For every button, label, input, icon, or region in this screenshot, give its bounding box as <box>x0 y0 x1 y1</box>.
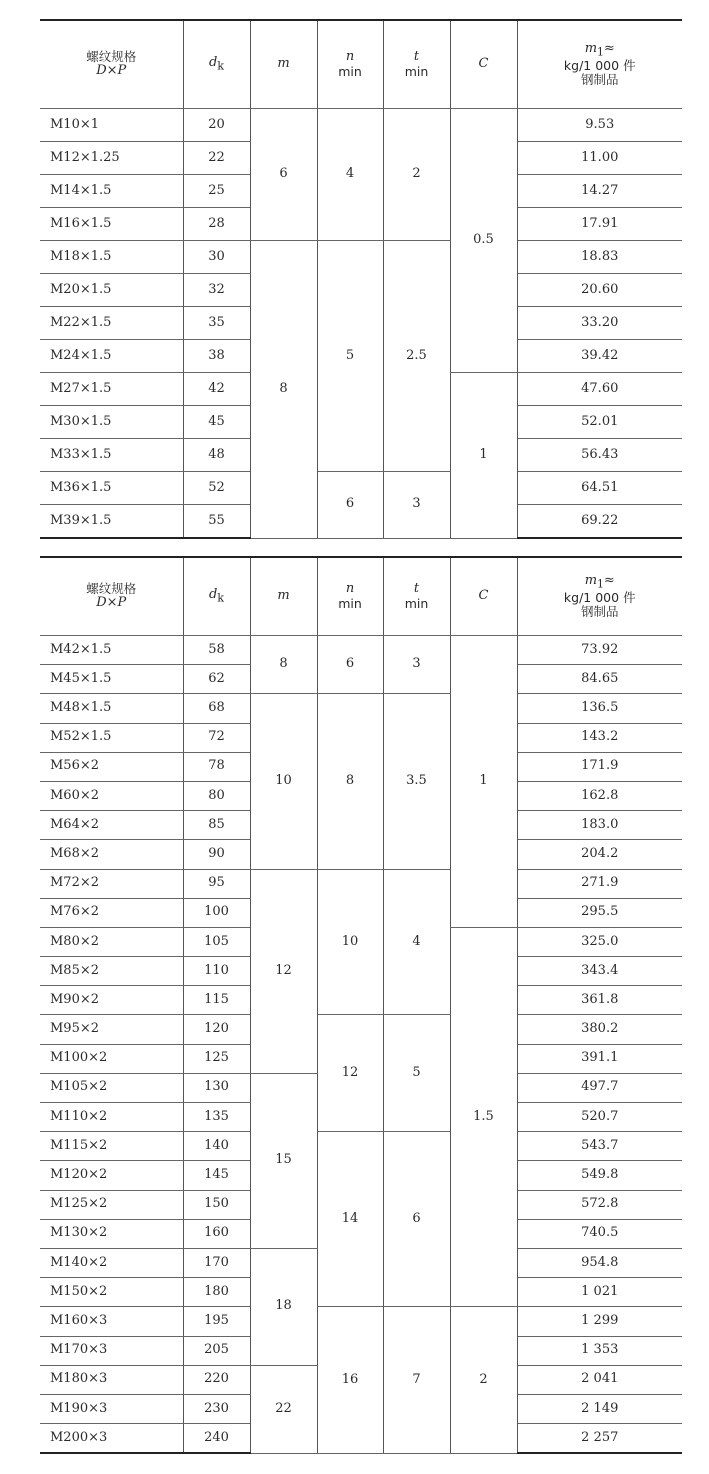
header-n-symbol: n <box>345 580 355 596</box>
cell-mass: 954.8 <box>517 1248 682 1277</box>
cell-mass: 572.8 <box>517 1190 682 1219</box>
header-spec <box>40 20 183 109</box>
cell-mass: 18.83 <box>517 241 682 274</box>
cell-dk: 115 <box>183 986 250 1015</box>
cell-thread-spec: M80×2 <box>40 927 183 956</box>
cell-mass: 136.5 <box>517 694 682 723</box>
header-dk <box>183 20 250 109</box>
cell-mass: 84.65 <box>517 665 682 694</box>
cell-mass: 39.42 <box>517 340 682 373</box>
header-t <box>383 20 450 109</box>
header-c <box>450 20 517 109</box>
cell-t-group: 3 <box>383 472 450 539</box>
cell-thread-spec: M150×2 <box>40 1278 183 1307</box>
cell-c-group: 1.5 <box>450 927 517 1306</box>
header-mass-approx: ≈ <box>603 572 615 588</box>
cell-c-group: 0.5 <box>450 109 517 373</box>
cell-dk: 48 <box>183 439 250 472</box>
cell-dk: 150 <box>183 1190 250 1219</box>
cell-dk: 20 <box>183 109 250 142</box>
cell-dk: 45 <box>183 406 250 439</box>
cell-thread-spec: M22×1.5 <box>40 307 183 340</box>
table-header-row <box>40 557 682 636</box>
cell-thread-spec: M20×1.5 <box>40 274 183 307</box>
cell-dk: 55 <box>183 505 250 539</box>
cell-thread-spec: M52×1.5 <box>40 723 183 752</box>
cell-t-group: 7 <box>383 1307 450 1453</box>
cell-mass: 183.0 <box>517 811 682 840</box>
header-t-min: min <box>404 63 429 79</box>
table-row <box>40 1132 682 1161</box>
cell-mass: 2 149 <box>517 1394 682 1423</box>
cell-dk: 125 <box>183 1044 250 1073</box>
header-n-symbol: n <box>345 48 355 64</box>
cell-thread-spec: M33×1.5 <box>40 439 183 472</box>
cell-dk: 100 <box>183 898 250 927</box>
cell-thread-spec: M100×2 <box>40 1044 183 1073</box>
cell-thread-spec: M12×1.25 <box>40 142 183 175</box>
cell-thread-spec: M60×2 <box>40 781 183 810</box>
cell-mass: 14.27 <box>517 175 682 208</box>
cell-dk: 35 <box>183 307 250 340</box>
cell-mass: 47.60 <box>517 373 682 406</box>
cell-dk: 180 <box>183 1278 250 1307</box>
header-dk <box>183 557 250 636</box>
table-row <box>40 472 682 505</box>
header-c-symbol: C <box>478 56 489 72</box>
header-t <box>383 557 450 636</box>
cell-n-group: 6 <box>317 636 383 694</box>
cell-c-group: 1 <box>450 636 517 928</box>
cell-mass: 171.9 <box>517 752 682 781</box>
header-m-symbol: m <box>277 588 290 604</box>
cell-mass: 391.1 <box>517 1044 682 1073</box>
cell-mass: 740.5 <box>517 1219 682 1248</box>
header-spec-label: 螺纹规格 <box>86 48 137 64</box>
cell-m-group: 8 <box>250 241 317 539</box>
header-m <box>250 20 317 109</box>
cell-mass: 325.0 <box>517 927 682 956</box>
cell-thread-spec: M160×3 <box>40 1307 183 1336</box>
cell-dk: 38 <box>183 340 250 373</box>
cell-dk: 95 <box>183 869 250 898</box>
cell-mass: 1 353 <box>517 1336 682 1365</box>
cell-dk: 58 <box>183 636 250 665</box>
cell-thread-spec: M140×2 <box>40 1248 183 1277</box>
cell-thread-spec: M110×2 <box>40 1103 183 1132</box>
cell-dk: 80 <box>183 781 250 810</box>
cell-mass: 497.7 <box>517 1073 682 1102</box>
cell-dk: 195 <box>183 1307 250 1336</box>
header-mass-subscript: 1 <box>597 45 604 59</box>
header-t-min: min <box>404 595 429 611</box>
cell-dk: 110 <box>183 957 250 986</box>
header-mass-subscript: 1 <box>597 577 604 591</box>
table-row <box>40 1015 682 1044</box>
cell-mass: 143.2 <box>517 723 682 752</box>
cell-thread-spec: M56×2 <box>40 752 183 781</box>
cell-dk: 170 <box>183 1248 250 1277</box>
cell-thread-spec: M10×1 <box>40 109 183 142</box>
cell-dk: 22 <box>183 142 250 175</box>
cell-t-group: 2.5 <box>383 241 450 472</box>
header-spec-label: 螺纹规格 <box>86 580 137 596</box>
thread-spec-table-1 <box>40 19 682 539</box>
cell-t-group: 2 <box>383 109 450 241</box>
cell-thread-spec: M115×2 <box>40 1132 183 1161</box>
cell-t-group: 3 <box>383 636 450 694</box>
cell-c-group: 2 <box>450 1307 517 1453</box>
cell-mass: 64.51 <box>517 472 682 505</box>
cell-thread-spec: M64×2 <box>40 811 183 840</box>
cell-thread-spec: M120×2 <box>40 1161 183 1190</box>
table-row <box>40 1307 682 1336</box>
cell-mass: 52.01 <box>517 406 682 439</box>
cell-thread-spec: M45×1.5 <box>40 665 183 694</box>
cell-mass: 204.2 <box>517 840 682 869</box>
cell-mass: 549.8 <box>517 1161 682 1190</box>
cell-m-group: 10 <box>250 694 317 869</box>
cell-thread-spec: M68×2 <box>40 840 183 869</box>
cell-dk: 105 <box>183 927 250 956</box>
cell-mass: 11.00 <box>517 142 682 175</box>
header-m-symbol: m <box>277 56 290 72</box>
cell-thread-spec: M190×3 <box>40 1394 183 1423</box>
header-mass-approx: ≈ <box>603 40 615 56</box>
header-dk-subscript: k <box>217 59 224 73</box>
cell-dk: 28 <box>183 208 250 241</box>
cell-mass: 543.7 <box>517 1132 682 1161</box>
cell-dk: 220 <box>183 1365 250 1394</box>
cell-dk: 42 <box>183 373 250 406</box>
cell-mass: 380.2 <box>517 1015 682 1044</box>
cell-thread-spec: M200×3 <box>40 1424 183 1454</box>
cell-thread-spec: M85×2 <box>40 957 183 986</box>
cell-m-group: 18 <box>250 1248 317 1365</box>
cell-mass: 2 041 <box>517 1365 682 1394</box>
table-row <box>40 869 682 898</box>
cell-thread-spec: M72×2 <box>40 869 183 898</box>
cell-thread-spec: M105×2 <box>40 1073 183 1102</box>
cell-n-group: 6 <box>317 472 383 539</box>
cell-c-group: 1 <box>450 373 517 539</box>
cell-mass: 9.53 <box>517 109 682 142</box>
cell-thread-spec: M16×1.5 <box>40 208 183 241</box>
header-mass-unit: kg/1 000 件 <box>563 589 636 605</box>
cell-thread-spec: M76×2 <box>40 898 183 927</box>
cell-thread-spec: M14×1.5 <box>40 175 183 208</box>
header-mass-unit: kg/1 000 件 <box>563 57 636 73</box>
table-row <box>40 636 682 665</box>
cell-thread-spec: M95×2 <box>40 1015 183 1044</box>
header-n-min: min <box>338 63 362 79</box>
cell-m-group: 8 <box>250 636 317 694</box>
header-spec <box>40 557 183 636</box>
table-header-row <box>40 20 682 109</box>
cell-dk: 32 <box>183 274 250 307</box>
cell-thread-spec: M27×1.5 <box>40 373 183 406</box>
cell-dk: 135 <box>183 1103 250 1132</box>
header-m <box>250 557 317 636</box>
cell-dk: 90 <box>183 840 250 869</box>
cell-mass: 520.7 <box>517 1103 682 1132</box>
cell-dk: 30 <box>183 241 250 274</box>
header-t-symbol: t <box>413 48 420 64</box>
cell-dk: 72 <box>183 723 250 752</box>
cell-n-group: 4 <box>317 109 383 241</box>
cell-mass: 33.20 <box>517 307 682 340</box>
cell-dk: 68 <box>183 694 250 723</box>
header-mass-material: 钢制品 <box>580 72 619 88</box>
cell-mass: 1 021 <box>517 1278 682 1307</box>
header-t-symbol: t <box>413 580 420 596</box>
cell-mass: 271.9 <box>517 869 682 898</box>
cell-thread-spec: M90×2 <box>40 986 183 1015</box>
cell-dk: 230 <box>183 1394 250 1423</box>
header-c <box>450 557 517 636</box>
cell-thread-spec: M24×1.5 <box>40 340 183 373</box>
header-spec-symbol: D×P <box>96 63 127 79</box>
table-row <box>40 694 682 723</box>
cell-thread-spec: M170×3 <box>40 1336 183 1365</box>
cell-m-group: 15 <box>250 1073 317 1248</box>
cell-thread-spec: M36×1.5 <box>40 472 183 505</box>
cell-mass: 20.60 <box>517 274 682 307</box>
cell-n-group: 5 <box>317 241 383 472</box>
cell-thread-spec: M125×2 <box>40 1190 183 1219</box>
cell-dk: 85 <box>183 811 250 840</box>
cell-mass: 69.22 <box>517 505 682 539</box>
cell-mass: 343.4 <box>517 957 682 986</box>
cell-mass: 73.92 <box>517 636 682 665</box>
table-row <box>40 109 682 142</box>
cell-n-group: 8 <box>317 694 383 869</box>
header-c-symbol: C <box>478 588 489 604</box>
header-dk-symbol: d <box>209 54 218 70</box>
cell-thread-spec: M39×1.5 <box>40 505 183 539</box>
header-mass-symbol: m <box>584 40 598 56</box>
cell-thread-spec: M42×1.5 <box>40 636 183 665</box>
cell-dk: 120 <box>183 1015 250 1044</box>
cell-mass: 361.8 <box>517 986 682 1015</box>
cell-dk: 62 <box>183 665 250 694</box>
header-mass-symbol: m <box>584 572 598 588</box>
cell-t-group: 4 <box>383 869 450 1015</box>
cell-thread-spec: M180×3 <box>40 1365 183 1394</box>
thread-spec-table-2 <box>40 556 682 1454</box>
cell-n-group: 12 <box>317 1015 383 1132</box>
cell-m-group: 12 <box>250 869 317 1073</box>
cell-mass: 162.8 <box>517 781 682 810</box>
header-n <box>317 557 383 636</box>
cell-dk: 145 <box>183 1161 250 1190</box>
cell-t-group: 3.5 <box>383 694 450 869</box>
cell-mass: 56.43 <box>517 439 682 472</box>
cell-m-group: 6 <box>250 109 317 241</box>
cell-dk: 205 <box>183 1336 250 1365</box>
cell-thread-spec: M130×2 <box>40 1219 183 1248</box>
cell-dk: 25 <box>183 175 250 208</box>
cell-dk: 240 <box>183 1424 250 1454</box>
header-n <box>317 20 383 109</box>
header-dk-subscript: k <box>217 591 224 605</box>
cell-thread-spec: M18×1.5 <box>40 241 183 274</box>
header-mass-material: 钢制品 <box>580 604 619 620</box>
table-row <box>40 241 682 274</box>
header-n-min: min <box>338 595 362 611</box>
header-mass <box>517 557 682 636</box>
cell-n-group: 16 <box>317 1307 383 1453</box>
cell-dk: 140 <box>183 1132 250 1161</box>
cell-mass: 17.91 <box>517 208 682 241</box>
header-mass <box>517 20 682 109</box>
cell-m-group: 22 <box>250 1365 317 1453</box>
cell-thread-spec: M48×1.5 <box>40 694 183 723</box>
header-dk-symbol: d <box>209 586 218 602</box>
cell-dk: 78 <box>183 752 250 781</box>
cell-mass: 295.5 <box>517 898 682 927</box>
cell-dk: 52 <box>183 472 250 505</box>
cell-n-group: 14 <box>317 1132 383 1307</box>
cell-n-group: 10 <box>317 869 383 1015</box>
cell-t-group: 6 <box>383 1132 450 1307</box>
header-spec-symbol: D×P <box>96 595 127 611</box>
cell-dk: 130 <box>183 1073 250 1102</box>
cell-thread-spec: M30×1.5 <box>40 406 183 439</box>
cell-t-group: 5 <box>383 1015 450 1132</box>
cell-dk: 160 <box>183 1219 250 1248</box>
cell-mass: 2 257 <box>517 1424 682 1454</box>
cell-mass: 1 299 <box>517 1307 682 1336</box>
